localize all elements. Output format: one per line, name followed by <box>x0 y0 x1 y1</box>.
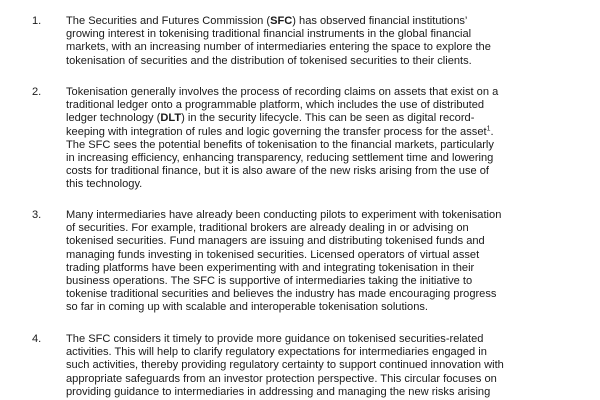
paragraph-line: trading platforms have been experimenting with and integrating tokenisation in their <box>66 261 475 274</box>
paragraph-line: tokenise traditional securities and believes the industry has made encouraging progress <box>66 288 497 301</box>
paragraph-1 <box>32 15 546 68</box>
defined-term: DLT <box>160 112 182 125</box>
paragraph-line: tokenised securities. Fund managers are issuing and distributing tokenised funds and <box>66 235 485 248</box>
paragraph-number: 2. <box>32 86 42 98</box>
paragraph-line: The SFC considers it timely to provide more guidance on tokenised securities-related <box>66 333 484 345</box>
defined-term: SFC <box>270 15 293 27</box>
paragraph-line: business operations. The SFC is supportive of intermediaries taking the initiative to <box>66 275 473 288</box>
paragraph-line: The SFC sees the potential benefits of tokenisation to the financial markets, particularly <box>66 138 494 151</box>
paragraph-line: ledger technology (DLT) in the security lifecycle. This can be seen as digital record- <box>66 112 475 125</box>
paragraph-line: keeping with integration of rules and logic governing the transfer process for the asset$^1$. <box>66 124 494 138</box>
paragraph-line: providing guidance to intermediaries in addressing and managing the new risks arising <box>66 385 491 398</box>
paragraph-line: traditional ledger onto a programmable platform, which includes the use of distributed <box>66 99 485 112</box>
paragraph-line: this technology. <box>66 178 143 191</box>
paragraph-line: managing funds investing in tokenised securities. Licensed operators of virtual asset <box>66 248 480 261</box>
paragraph-number: 1. <box>32 15 42 27</box>
paragraph-line: appropriate safeguards from an investor protection perspective. This circular focuses on <box>66 372 497 385</box>
paragraph-line: Tokenisation generally involves the process of recording claims on assets that exist on a <box>66 86 499 98</box>
paragraph-line: such activities, thereby providing regulatory certainty to support continued innovation with <box>66 359 504 372</box>
paragraph-3 <box>32 209 546 315</box>
paragraph-number: 4. <box>32 333 42 345</box>
paragraph-line: of securities. For example, traditional brokers are already dealing in or advising on <box>66 222 469 235</box>
paragraph-4 <box>32 333 546 399</box>
footnote-ref[interactable]: 1 <box>486 124 491 132</box>
paragraph-line: The Securities and Futures Commission (SFC) has observed financial institutions’ <box>66 15 468 27</box>
paragraph-line: markets, with an increasing number of intermediaries entering the space to explore the <box>66 41 491 54</box>
paragraph-line: so far in coming up with scalable and interoperable tokenisation solutions. <box>66 301 428 314</box>
paragraph-2 <box>32 86 546 192</box>
paragraph-line: costs for traditional finance, but it is also aware of the new risks arising from the use of <box>66 165 489 178</box>
paragraph-line: growing interest in tokenising traditional financial instruments in the global financial <box>66 28 472 41</box>
paragraph-number: 3. <box>32 209 42 221</box>
paragraph-line: activities. This will help to clarify regulatory expectations for intermediaries engaged in <box>66 346 487 359</box>
paragraph-line: tokenisation of securities and the distribution of tokenised securities to their clients. <box>66 54 472 67</box>
paragraph-line: in increasing efficiency, enhancing transparency, reducing settlement time and lowering <box>66 152 494 165</box>
paragraph-line: Many intermediaries have already been conducting pilots to experiment with tokenisation <box>66 209 502 221</box>
